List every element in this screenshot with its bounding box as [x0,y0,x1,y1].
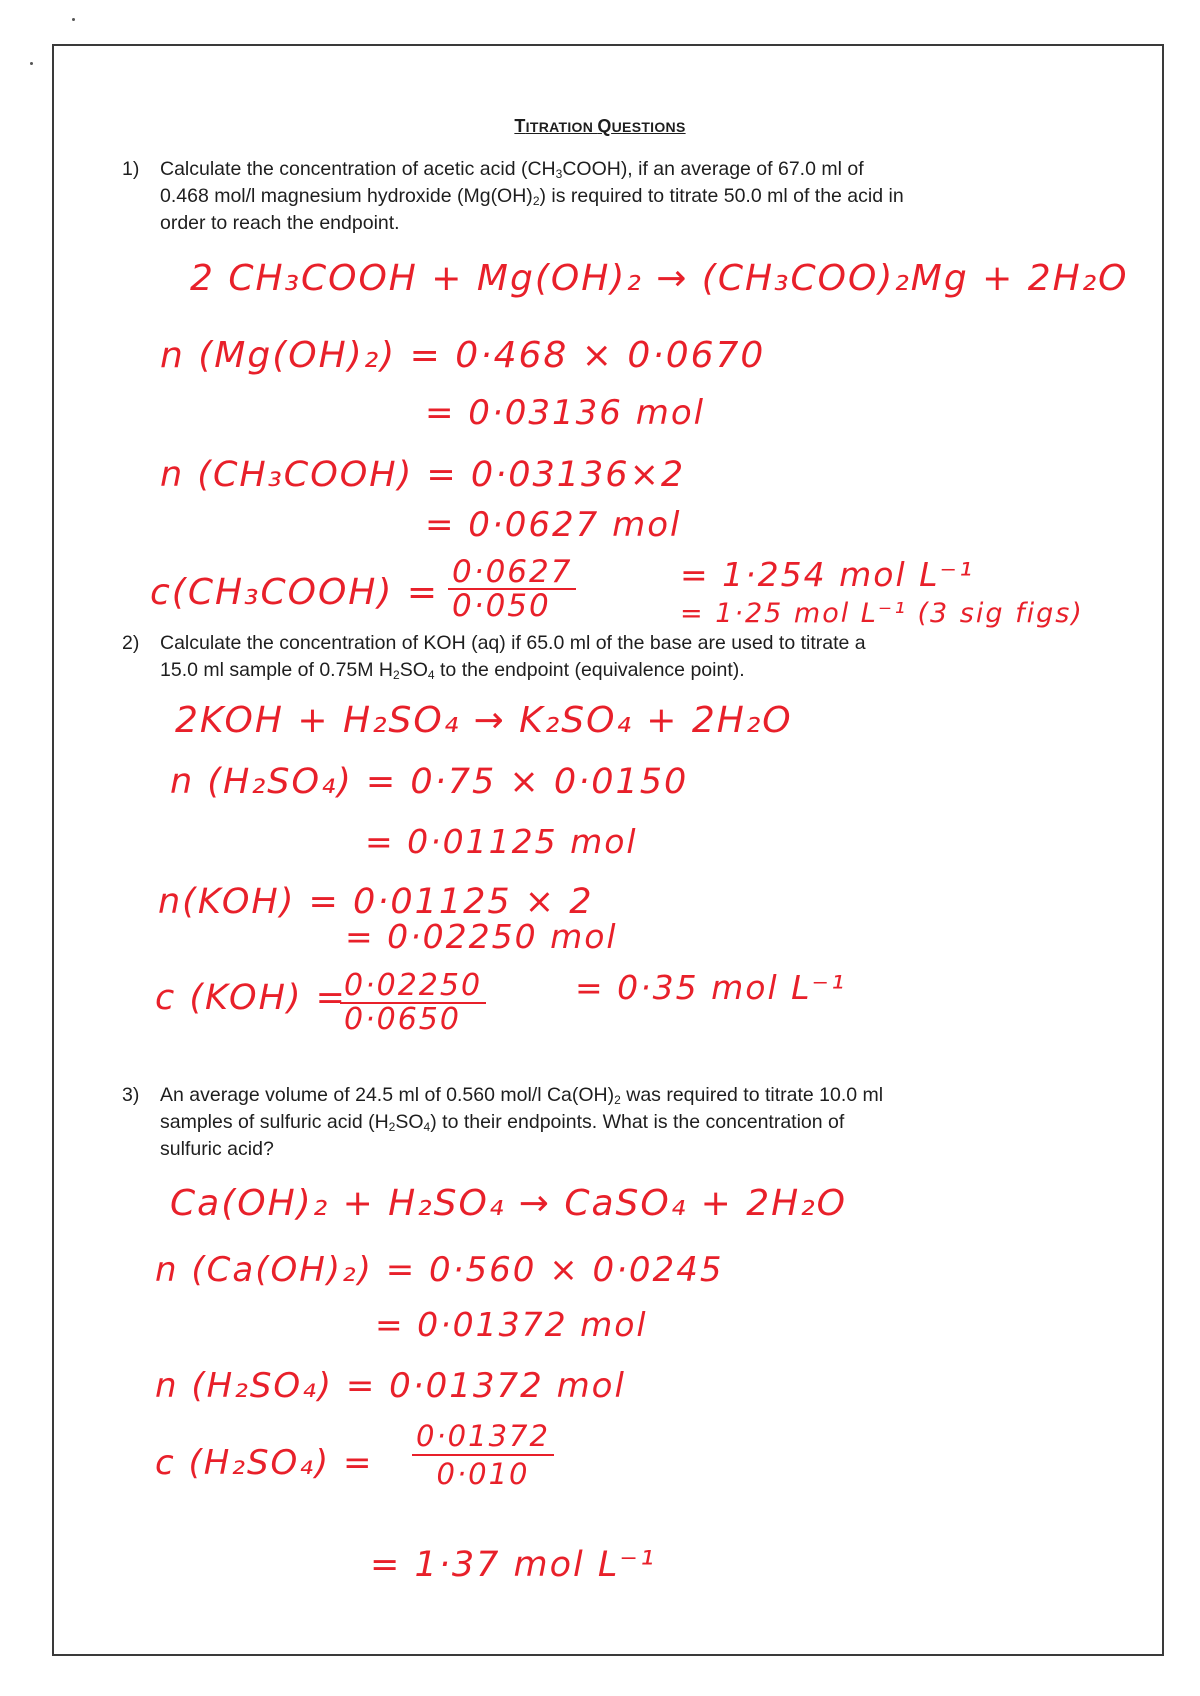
answer-2-conc-result: = 0·35 mol L⁻¹ [575,968,847,1007]
scan-speck [30,62,33,65]
question-text: Calculate the concentration of KOH (aq) if 65.0 ml of the base are used to titrate a 15.0 ml sample of 0.75M $H_2SO_4$ to the endpoint (equivalence point). [160,632,866,682]
answer-1-moles-acid: n (CH₃COOH) = 0·03136×2 [160,455,686,495]
answer-1-conc-label: c(CH₃COOH) = [150,572,440,613]
answer-2-conc-label: c (KOH) = [155,978,348,1018]
answer-1-conc-result: = 1·254 mol L⁻¹ [680,555,975,594]
answer-2-moles-acid: n (H₂SO₄) = 0·75 × 0·0150 [170,762,689,802]
scan-speck [72,18,75,21]
answer-3-equation: Ca(OH)₂ + H₂SO₄ → CaSO₄ + 2H₂O [170,1183,847,1224]
answer-3-conc-fraction: $\frac{0\cdot 01372}{0\cdot 010}$ [412,1418,554,1492]
answer-2-moles-acid-result: = 0·01125 mol [365,822,638,861]
answer-3-conc-label: c (H₂SO₄) = [155,1443,374,1483]
answer-1-conc-rounded: = 1·25 mol L⁻¹ (3 sig figs) [680,598,1084,629]
question-number: 3) [122,1084,140,1106]
answer-2-conc-fraction: $\frac{0\cdot 02250}{0\cdot 0650}$ [340,970,486,1036]
answer-3-moles-acid: n (H₂SO₄) = 0·01372 mol [155,1366,626,1406]
question-1 [122,156,1102,237]
page-title: TITRATION QUESTIONS [514,116,686,136]
answer-1-moles-acid-result: = 0·0627 mol [425,505,682,545]
question-3 [122,1082,1102,1163]
answer-1-conc-fraction: $\frac{0\cdot 0627}{0\cdot 050}$ [448,556,576,622]
question-number: 2) [122,632,140,654]
question-number: 1) [122,158,140,180]
answer-3-conc-result: = 1·37 mol L⁻¹ [370,1545,656,1585]
answer-2-equation: 2KOH + H₂SO₄ → K₂SO₄ + 2H₂O [175,700,793,741]
answer-1-equation: 2 CH₃COOH + Mg(OH)₂ → (CH₃COO)₂Mg + 2H₂O [190,258,1129,299]
answer-3-moles-base-result: = 0·01372 mol [375,1305,648,1344]
answer-1-moles-base: n (Mg(OH)₂) = 0·468 × 0·0670 [160,335,766,376]
question-text: Calculate the concentration of acetic acid $(CH_3COOH)$, if an average of 67.0 ml of 0.468 mol/l magnesium hydroxide $(Mg(OH)_2)$ is required to titrate 50.0 ml of the acid in order to reach the endpoint. [160,158,904,234]
question-text: An average volume of 24.5 ml of 0.560 mol/l $Ca(OH)_2$ was required to titrate 10.0 ml samples of sulfuric acid $(H_2SO_4)$ to their endpoints. What is the concentration of sulfuric acid? [160,1084,884,1160]
answer-3-moles-base: n (Ca(OH)₂) = 0·560 × 0·0245 [155,1250,724,1290]
answer-1-moles-base-result: = 0·03136 mol [425,393,706,433]
question-2 [122,630,1102,684]
answer-2-moles-base-result: = 0·02250 mol [345,917,618,956]
answer-2-moles-base: n(KOH) = 0·01125 × 2 [158,882,594,922]
